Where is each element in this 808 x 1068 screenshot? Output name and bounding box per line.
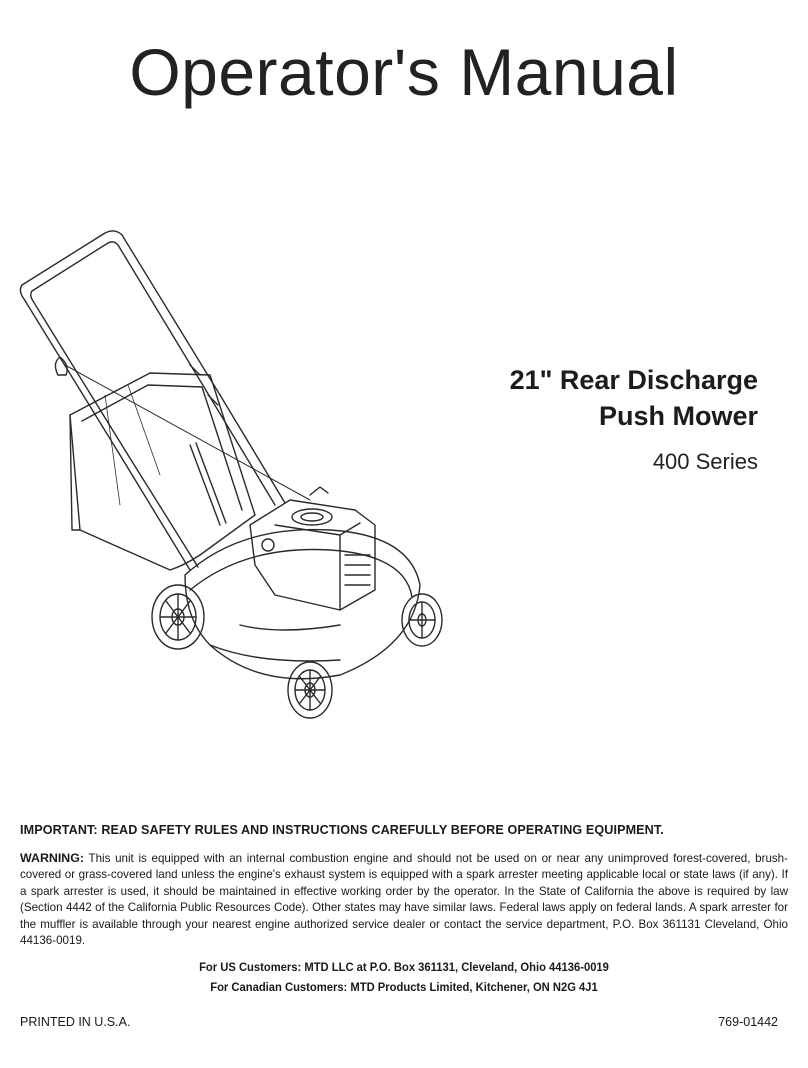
- rear-left-wheel: [152, 585, 204, 649]
- front-left-wheel: [288, 662, 332, 718]
- grass-bag: [70, 373, 255, 570]
- mower-deck: [185, 530, 420, 679]
- important-notice: IMPORTANT: READ SAFETY RULES AND INSTRUCTIONS CAREFULLY BEFORE OPERATING EQUIPMENT.: [20, 823, 664, 837]
- us-customers: For US Customers: MTD LLC at P.O. Box 361131, Cleveland, Ohio 44136-0019: [199, 960, 609, 974]
- product-heading: [450, 362, 758, 475]
- product-series: 400 Series: [652, 449, 758, 474]
- product-name-line1: 21" Rear Discharge: [509, 365, 758, 395]
- product-name-line2: Push Mower: [598, 401, 758, 431]
- warning-text: This unit is equipped with an internal combustion engine and should not be used on or near any unimproved forest-covered, brush-covered or grass-covered land unless the engine's exhaust system is equipped with a spark arrester meeting applicable local or state laws (if any). If a spark arrester is used, it should be maintained in effective working order by the operator. In the State of California the above is required by law (Section 4442 of the California Public Resources Code). Other states may have similar laws. Federal laws apply on federal lands. A spark arrester for the muffler is available through your nearest engine authorized service dealer or contact the service department, P.O. Box 361131 Cleveland, Ohio 44136-0019.: [20, 852, 788, 948]
- printed-in: PRINTED IN U.S.A.: [20, 1015, 131, 1029]
- lawn-mower-illustration: [10, 225, 460, 725]
- customer-contacts: [32, 957, 775, 997]
- front-right-wheel: [402, 594, 442, 646]
- manual-title: Operator's Manual: [129, 35, 679, 109]
- canadian-customers: For Canadian Customers: MTD Products Limited, Kitchener, ON N2G 4J1: [210, 980, 598, 994]
- warning-label: WARNING:: [20, 851, 85, 865]
- handle: [20, 231, 310, 570]
- warning-paragraph: [20, 850, 788, 949]
- part-number: 769-01442: [718, 1015, 778, 1029]
- engine: [250, 487, 375, 610]
